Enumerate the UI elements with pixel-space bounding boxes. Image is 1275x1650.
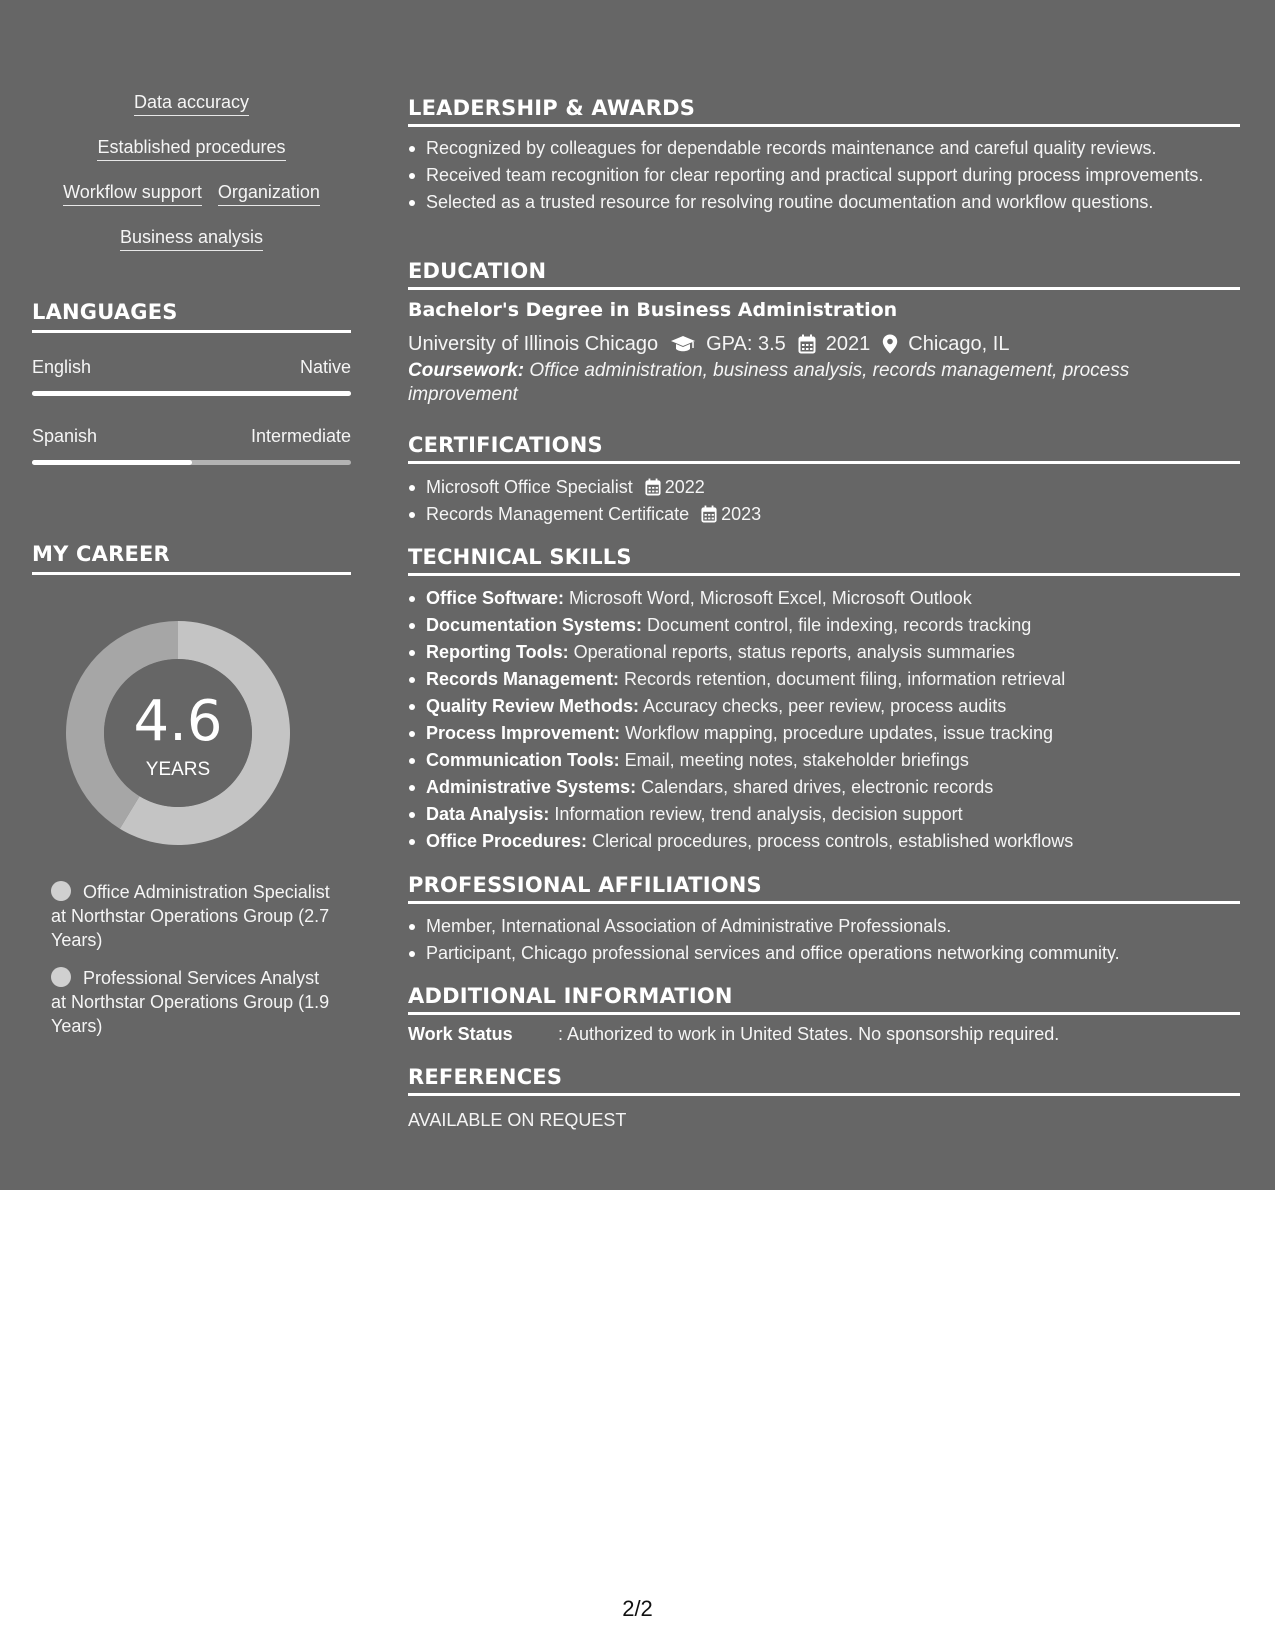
career-legend-text: Office Administration Specialist at Northstar Operations Group (2.7 Years): [51, 882, 330, 950]
skill-values: Operational reports, status reports, analysis summaries: [568, 642, 1015, 662]
list-item: Member, International Association of Administrative Professionals.: [426, 914, 1258, 938]
skill-values: Email, meeting notes, stakeholder briefings: [619, 750, 969, 770]
coursework-label: Coursework:: [408, 360, 525, 381]
page-number: 2/2: [622, 1596, 653, 1621]
skill-category: Administrative Systems:: [426, 777, 637, 797]
certification-name: Microsoft Office Specialist: [426, 477, 633, 497]
additional-info-heading: ADDITIONAL INFORMATION: [408, 984, 1240, 1015]
coursework-text: Office administration, business analysis, records management, process improvement: [408, 360, 1130, 405]
calendar-icon: [701, 505, 717, 523]
skill-category: Quality Review Methods:: [426, 696, 640, 716]
skill-values: Workflow mapping, procedure updates, issue tracking: [620, 723, 1053, 743]
language-proficiency-fill: [32, 460, 192, 465]
skill-tag: Organization: [218, 180, 320, 206]
certification-year: 2022: [664, 477, 705, 497]
languages-heading: LANGUAGES: [32, 300, 351, 333]
career-total-years: 4.6: [133, 689, 223, 754]
coursework: [408, 359, 1240, 407]
skill-tag: Established procedures: [97, 135, 285, 161]
list-item: Participant, Chicago professional services and office operations networking community.: [426, 941, 1258, 965]
skill-values: Calendars, shared drives, electronic records: [636, 777, 994, 797]
skill-category: Office Procedures:: [426, 831, 588, 851]
left-column: [32, 80, 351, 1036]
technical-skills-list: [408, 586, 1258, 856]
language-name: English: [32, 357, 92, 377]
list-item: [426, 721, 1258, 745]
skill-tag: Business analysis: [120, 225, 263, 251]
skill-values: Information review, trend analysis, decision support: [549, 804, 963, 824]
education-meta: [408, 329, 1240, 359]
list-item: [426, 475, 1258, 499]
career-legend-item: [51, 880, 331, 952]
career-donut-chart: [66, 621, 290, 845]
list-item: [426, 694, 1258, 718]
list-item: Recognized by colleagues for dependable records maintenance and careful quality reviews.: [426, 136, 1258, 160]
certifications-list: [408, 475, 1258, 529]
list-item: [426, 640, 1258, 664]
skill-category: Records Management:: [426, 669, 620, 689]
career-total-unit: YEARS: [145, 759, 211, 780]
language-item: [32, 357, 351, 396]
list-item: [426, 829, 1258, 853]
list-item: Selected as a trusted resource for resolving routine documentation and workflow questions.: [426, 190, 1258, 214]
skill-category: Documentation Systems:: [426, 615, 643, 635]
skill-category: Reporting Tools:: [426, 642, 569, 662]
skill-tag: Workflow support: [63, 180, 202, 206]
language-level: Native: [299, 357, 351, 377]
school-name: University of Illinois Chicago: [408, 332, 659, 355]
calendar-icon: [645, 478, 661, 496]
graduation-year: 2021: [825, 332, 871, 355]
work-status-label: Work Status: [408, 1024, 513, 1044]
legend-dot: [51, 967, 71, 987]
skill-values: Records retention, document filing, information retrieval: [619, 669, 1066, 689]
list-item: [426, 613, 1258, 637]
skill-category: Communication Tools:: [426, 750, 620, 770]
technical-skills-heading: TECHNICAL SKILLS: [408, 545, 1240, 576]
skill-values: Document control, file indexing, records tracking: [642, 615, 1032, 635]
language-item: [32, 426, 351, 465]
language-proficiency-bar: [32, 460, 351, 465]
legend-dot: [51, 881, 71, 901]
skill-values: Microsoft Word, Microsoft Excel, Microsoft Outlook: [564, 588, 972, 608]
career-legend-text: Professional Services Analyst at Northstar Operations Group (1.9 Years): [51, 968, 330, 1036]
language-level: Intermediate: [250, 426, 351, 446]
education-heading: EDUCATION: [408, 259, 1240, 290]
list-item: [426, 667, 1258, 691]
graduation-cap-icon: [670, 335, 696, 353]
map-pin-icon: [882, 334, 898, 354]
education-location: Chicago, IL: [908, 332, 1010, 355]
certification-name: Records Management Certificate: [426, 504, 690, 524]
list-item: [426, 502, 1258, 526]
references-heading: REFERENCES: [408, 1065, 1240, 1096]
leadership-list: [408, 136, 1258, 217]
skill-values: Accuracy checks, peer review, process audits: [639, 696, 1007, 716]
list-item: Received team recognition for clear reporting and practical support during process improvements.: [426, 163, 1258, 187]
references-text: AVAILABLE ON REQUEST: [408, 1110, 627, 1130]
language-proficiency-bar: [32, 391, 351, 396]
work-status: [408, 1024, 1059, 1045]
education-entry: [408, 299, 1240, 407]
skill-category: Data Analysis:: [426, 804, 550, 824]
list-item: [426, 775, 1258, 799]
gpa: GPA: 3.5: [706, 332, 786, 355]
list-item: [426, 748, 1258, 772]
calendar-icon: [798, 334, 816, 354]
skill-tags: [32, 80, 351, 260]
certifications-heading: CERTIFICATIONS: [408, 433, 1240, 464]
skill-category: Office Software:: [426, 588, 565, 608]
affiliations-list: [408, 914, 1258, 968]
leadership-heading: LEADERSHIP & AWARDS: [408, 96, 1240, 127]
career-heading: MY CAREER: [32, 542, 351, 575]
language-name: Spanish: [32, 426, 98, 446]
degree-title: Bachelor's Degree in Business Administration: [408, 299, 898, 321]
language-proficiency-fill: [32, 391, 351, 396]
skill-category: Process Improvement:: [426, 723, 621, 743]
list-item: [426, 802, 1258, 826]
affiliations-heading: PROFESSIONAL AFFILIATIONS: [408, 873, 1240, 904]
certification-year: 2023: [721, 504, 762, 524]
career-legend-item: [51, 966, 331, 1038]
work-status-text: : Authorized to work in United States. No sponsorship required.: [558, 1024, 1060, 1044]
list-item: [426, 586, 1258, 610]
skill-tag: Data accuracy: [134, 90, 249, 116]
skill-values: Clerical procedures, process controls, established workflows: [587, 831, 1074, 851]
